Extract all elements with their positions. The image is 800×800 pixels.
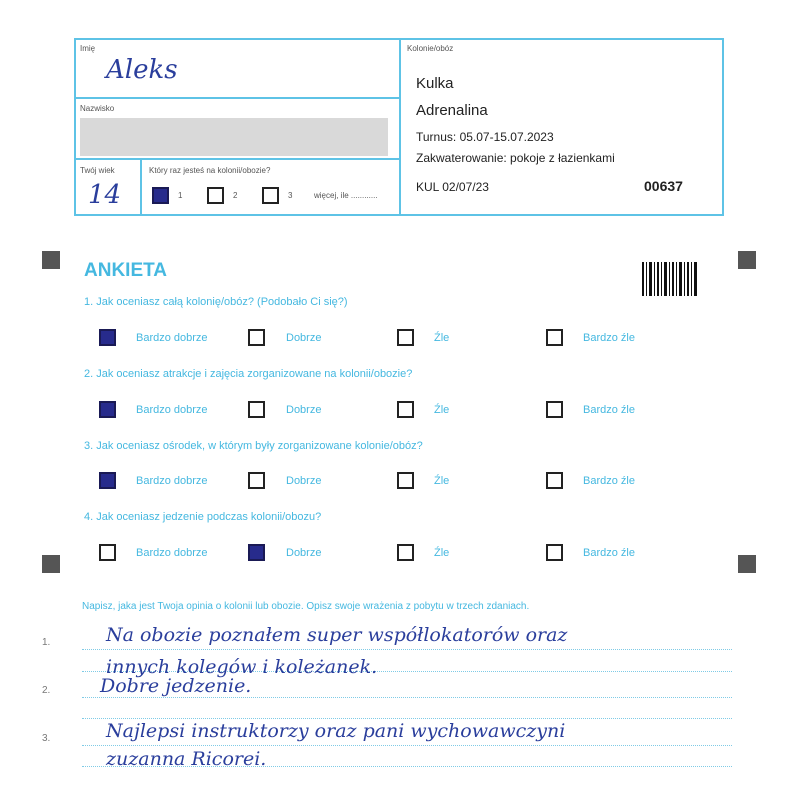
times-more-label: więcej, ile ............ [314,191,378,200]
name-value[interactable]: Aleks [106,55,178,85]
times-option-3: 3 [288,191,293,200]
times-option-2: 2 [233,191,238,200]
line-number-2: 2. [42,685,51,696]
question-1: 1. Jak oceniasz całą kolonię/obóz? (Podobało Ci się?) [84,296,348,308]
q3-option-bardzo-zle[interactable] [546,472,563,489]
q4-label-bardzo-zle: Bardzo źle [583,547,635,559]
q4-option-bardzo-zle[interactable] [546,544,563,561]
writing-line [82,718,732,719]
q4-label-bardzo-dobrze: Bardzo dobrze [136,547,208,559]
question-4: 4. Jak oceniasz jedzenie podczas kolonii/obozu? [84,511,322,523]
writing-line [82,697,732,698]
registration-marker [738,555,756,573]
line-number-1: 1. [42,637,51,648]
q4-label-dobrze: Dobrze [286,547,322,559]
q1-option-dobrze[interactable] [248,329,265,346]
q2-option-bardzo-zle[interactable] [546,401,563,418]
form-number: 00637 [644,178,683,194]
q1-label-bardzo-dobrze: Bardzo dobrze [136,332,208,344]
registration-marker [42,555,60,573]
q1-option-zle[interactable] [397,329,414,346]
opinion-line-3-cont[interactable]: zuzanna Ricorei. [106,748,267,770]
survey-title: ANKIETA [84,260,168,281]
q3-label-bardzo-dobrze: Bardzo dobrze [136,475,208,487]
barcode-icon [642,262,698,296]
q2-label-zle: Źle [434,404,450,416]
times-checkbox-2[interactable] [207,187,224,204]
q1-option-bardzo-dobrze[interactable] [99,329,116,346]
q3-option-bardzo-dobrze[interactable] [99,472,116,489]
q3-option-zle[interactable] [397,472,414,489]
q3-label-dobrze: Dobrze [286,475,322,487]
q1-label-dobrze: Dobrze [286,332,322,344]
q4-option-zle[interactable] [397,544,414,561]
surname-label: Nazwisko [80,104,115,113]
q2-label-bardzo-dobrze: Bardzo dobrze [136,404,208,416]
q2-option-dobrze[interactable] [248,401,265,418]
turnus-text: Turnus: 05.07-15.07.2023 [416,130,554,144]
surname-redacted [80,118,388,156]
header-divider [74,158,400,160]
opinion-line-3[interactable]: Najlepsi instruktorzy oraz pani wychowawczyni [106,720,566,742]
registration-marker [738,251,756,269]
opinion-line-2[interactable]: Dobre jedzenie. [100,675,252,697]
q3-label-zle: Źle [434,475,450,487]
age-label: Twój wiek [80,166,115,175]
q2-option-zle[interactable] [397,401,414,418]
writing-line [82,745,732,746]
line-number-3: 3. [42,733,51,744]
times-checkbox-1[interactable] [152,187,169,204]
opinion-line-1[interactable]: Na obozie poznałem super współlokatorów oraz [106,624,568,646]
opinion-line-1-cont[interactable]: innych kolegów i koleżanek. [106,656,378,678]
camp-name: Kulka [416,75,454,92]
name-label: Imię [80,44,96,53]
times-option-1: 1 [178,191,183,200]
question-2: 2. Jak oceniasz atrakcje i zajęcia zorganizowane na kolonii/obozie? [84,368,413,380]
camp-code: KUL 02/07/23 [416,180,489,194]
zakwaterowanie-text: Zakwaterowanie: pokoje z łazienkami [416,151,615,165]
times-label: Który raz jesteś na kolonii/obozie? [149,166,271,175]
registration-marker [42,251,60,269]
q1-option-bardzo-zle[interactable] [546,329,563,346]
q2-option-bardzo-dobrze[interactable] [99,401,116,418]
q4-label-zle: Źle [434,547,450,559]
camp-subname: Adrenalina [416,102,488,119]
q4-option-bardzo-dobrze[interactable] [99,544,116,561]
camp-label: Kolonie/obóz [407,44,454,53]
times-checkbox-3[interactable] [262,187,279,204]
q2-label-dobrze: Dobrze [286,404,322,416]
q3-option-dobrze[interactable] [248,472,265,489]
header-divider [140,158,142,216]
q1-label-zle: Źle [434,332,450,344]
q1-label-bardzo-zle: Bardzo źle [583,332,635,344]
q3-label-bardzo-zle: Bardzo źle [583,475,635,487]
opinion-prompt: Napisz, jaka jest Twoja opinia o kolonii lub obozie. Opisz swoje wrażenia z pobytu w trzech zdaniach. [82,601,530,612]
header-divider [74,97,400,99]
header-divider [399,38,401,216]
q2-label-bardzo-zle: Bardzo źle [583,404,635,416]
question-3: 3. Jak oceniasz ośrodek, w którym były zorganizowane kolonie/obóz? [84,440,423,452]
age-value[interactable]: 14 [88,180,122,210]
writing-line [82,649,732,650]
q4-option-dobrze[interactable] [248,544,265,561]
